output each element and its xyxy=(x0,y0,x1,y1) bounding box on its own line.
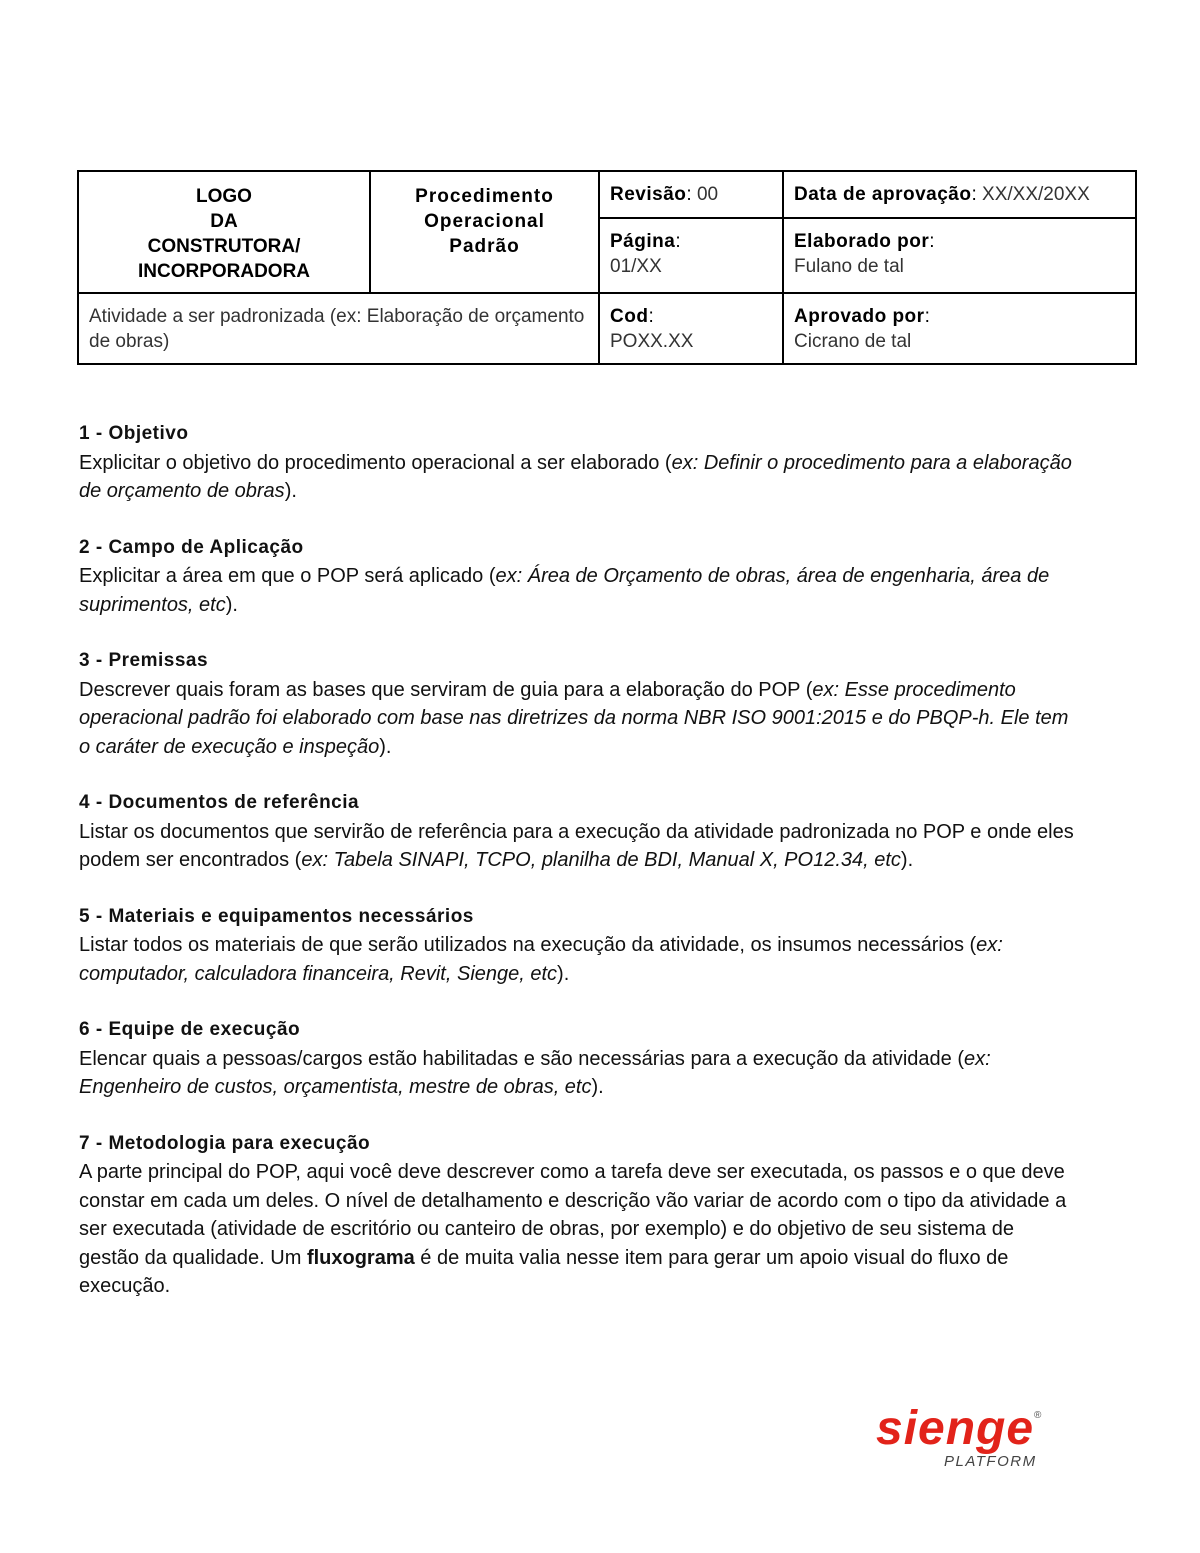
revision-label: Revisão xyxy=(610,184,687,205)
approved-by-label: Aprovado por xyxy=(794,306,925,327)
section-text: Explicitar o objetivo do procedimento operacional a ser elaborado (ex: Definir o procedimento para a elaboração de orçamento de obras). xyxy=(79,451,1072,502)
section-title: 2 - Campo de Aplicação xyxy=(79,536,304,558)
logo-line: LOGO xyxy=(196,186,252,207)
approved-by-value: Cicrano de tal xyxy=(794,331,912,352)
registered-mark: ® xyxy=(1034,1410,1042,1421)
fluxograma-keyword: fluxograma xyxy=(306,1246,415,1269)
prepared-by-value: Fulano de tal xyxy=(794,256,904,278)
page-cell: Página: 01/XX xyxy=(599,218,783,293)
code-label: Cod xyxy=(610,306,649,327)
approval-date-value: XX/XX/20XX xyxy=(982,184,1090,205)
company-logo-placeholder xyxy=(78,171,370,293)
section-example: ex: Esse procedimento operacional padrão foi elaborado com base nas diretrizes da norma NBR ISO 9001:2015 e do PBQP-h. Ele tem o caráter de execução e inspeção xyxy=(79,678,1069,758)
section-example: ex: Tabela SINAPI, TCPO, planilha de BDI, Manual X, PO12.34, etc xyxy=(301,849,901,871)
section-text: Listar os documentos que servirão de referência para a execução da atividade padronizada no POP e onde eles podem ser encontrados (ex: Tabela SINAPI, TCPO, planilha de BDI, Manual X, PO12.34, etc). xyxy=(79,820,1074,871)
section-equipe-execucao xyxy=(79,1016,1079,1102)
section-title: 6 - Equipe de execução xyxy=(79,1019,301,1040)
code-cell: Cod: POXX.XX xyxy=(599,293,783,364)
section-title: 7 - Metodologia para execução xyxy=(79,1132,371,1154)
logo-line: CONSTRUTORA/ xyxy=(147,236,301,257)
section-objetivo xyxy=(79,420,1079,506)
logo-line: INCORPORADORA xyxy=(137,261,311,282)
section-title: 3 - Premissas xyxy=(79,650,209,671)
page-label: Página xyxy=(610,231,676,253)
sienge-platform-logo xyxy=(876,1400,1046,1472)
approval-date-label: Data de aprovação xyxy=(794,184,972,205)
approved-by-cell: Aprovado por: Cicrano de tal xyxy=(783,293,1136,364)
code-value: POXX.XX xyxy=(610,331,694,352)
section-materiais-equipamentos xyxy=(79,903,1079,989)
section-example: ex: Área de Orçamento de obras, área de engenharia, área de suprimentos, etc xyxy=(79,565,1050,616)
revision-cell: Revisão: 00 xyxy=(599,171,783,218)
section-text: Listar todos os materiais de que serão utilizados na execução da atividade, os insumos necessários (ex: computador, calculadora financeira, Revit, Sienge, etc). xyxy=(79,934,1003,985)
section-text: A parte principal do POP, aqui você deve descrever como a tarefa deve ser executada, os passos e o que deve constar em cada um deles. O nível de detalhamento e descrição vão variar de acordo com o tipo da atividade a ser executada (atividade de escritório ou canteiro de obras, por exemplo) e do objetivo de seu sistema de gestão da qualidade. Um fluxograma é de muita valia nesse item para gerar um apoio visual do fluxo de execução. xyxy=(79,1161,1067,1297)
prepared-by-cell: Elaborado por: Fulano de tal xyxy=(783,218,1136,293)
section-example: ex: Engenheiro de custos, orçamentista, mestre de obras, etc xyxy=(79,1047,991,1098)
document-header-table xyxy=(77,170,1137,365)
revision-value: 00 xyxy=(696,184,719,205)
document-type xyxy=(370,171,599,293)
brand-wordmark: sienge xyxy=(876,1402,1035,1455)
doc-type-line: Padrão xyxy=(449,236,520,257)
section-example: ex: computador, calculadora financeira, Revit, Sienge, etc xyxy=(79,934,1003,985)
doc-type-line: Operacional xyxy=(424,211,545,232)
doc-type-line: Procedimento xyxy=(415,186,554,207)
section-title: 4 - Documentos de referência xyxy=(79,792,360,813)
brand-tagline: PLATFORM xyxy=(944,1453,1037,1470)
section-example: ex: Definir o procedimento para a elaboração de orçamento de obras xyxy=(79,451,1072,502)
section-text: Descrever quais foram as bases que serviram de guia para a elaboração do POP (ex: Esse procedimento operacional padrão foi elaborado com base nas diretrizes da norma NBR ISO 9001:2015 e do PBQP-h. Ele tem o caráter de execução e inspeção). xyxy=(79,678,1069,758)
section-title: 5 - Materiais e equipamentos necessários xyxy=(79,905,474,927)
activity-text: Atividade a ser padronizada (ex: Elaboração de orçamento de obras) xyxy=(89,306,585,352)
approval-date-cell: Data de aprovação: XX/XX/20XX xyxy=(783,171,1136,218)
section-text: Explicitar a área em que o POP será aplicado (ex: Área de Orçamento de obras, área de engenharia, área de suprimentos, etc). xyxy=(79,565,1050,616)
section-metodologia xyxy=(79,1130,1079,1301)
section-campo-aplicacao xyxy=(79,534,1079,620)
activity-cell xyxy=(78,293,599,364)
section-documentos-referencia xyxy=(79,789,1079,875)
document-body xyxy=(79,420,1079,1329)
prepared-by-label: Elaborado por xyxy=(794,231,930,253)
section-title: 1 - Objetivo xyxy=(79,423,189,444)
section-premissas xyxy=(79,647,1079,761)
section-text: Elencar quais a pessoas/cargos estão habilitadas e são necessárias para a execução da atividade (ex: Engenheiro de custos, orçamentista, mestre de obras, etc). xyxy=(79,1047,991,1098)
logo-line: DA xyxy=(210,211,238,232)
page-value: 01/XX xyxy=(610,256,662,278)
